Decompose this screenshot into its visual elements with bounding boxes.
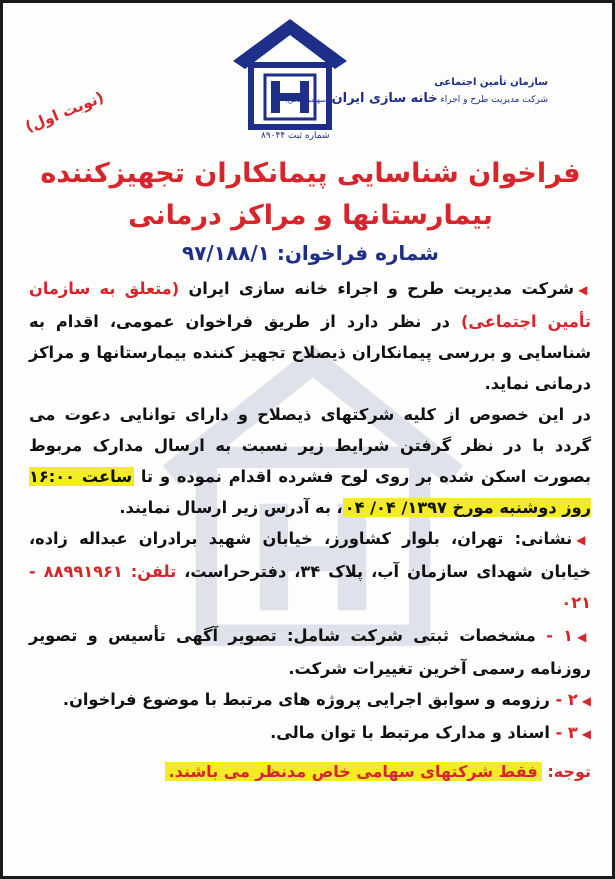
phone-number: ۸۸۹۹۱۹۶۱ - ۰۲۱ — [29, 562, 591, 612]
list-item — [29, 717, 591, 750]
list-item-text: اسناد و مدارک مرتبط با توان مالی. — [270, 723, 550, 742]
org-company-prefix: شرکت مدیریت طرح و اجراء — [440, 95, 548, 105]
organization-name — [285, 77, 548, 106]
list-item-number: ۱ - — [546, 626, 574, 645]
list-item-text: مشخصات ثبتی شرکت شامل: تصویر آگهی تأسیس و تصویر روزنامه رسمی آخرین تغییرات شرکت. — [29, 626, 591, 678]
call-number: شماره فراخوان: ۹۷/۱۸۸/۱ — [182, 241, 439, 265]
org-company-name — [285, 91, 548, 106]
intro-paragraph — [29, 273, 591, 399]
affiliation-text: (متعلق به سازمان تأمین اجتماعی) — [29, 279, 591, 331]
note-text: فقط شرکتهای سهامی خاص مدنظر می باشند. — [165, 762, 542, 781]
address-paragraph — [29, 523, 591, 618]
intro-text-2: در نظر دارد از طریق فراخوان عمومی، اقدام به شناسایی و بررسی پیمانکاران ذیصلاح تجهیز کننده بیمارستانها و مراکز درمانی نماید. — [29, 312, 591, 393]
list-item — [29, 684, 591, 717]
address-text: نشانی: تهران، بلوار کشاورز، خیابان شهید برادران عبداله زاده، خیابان شهدای سازمان آب، پلاک ۳۴، دفترحراست، — [29, 529, 592, 581]
header — [3, 3, 612, 153]
requirements-list — [29, 620, 591, 750]
page-title — [23, 153, 598, 237]
title-line-1: فراخوان شناسایی پیمانکاران تجهیزکننده — [40, 158, 581, 189]
arrow-bullet-icon: ◀ — [581, 694, 591, 708]
invitation-text-2: ، به آدرس زیر ارسال نمایند. — [119, 498, 343, 517]
list-item-number: ۲ - — [555, 690, 578, 709]
house-logo-icon — [225, 13, 355, 133]
org-parent-name: سازمان تأمین اجتماعی — [434, 77, 548, 88]
list-item-text: رزومه و سوابق اجرایی پروژه های مرتبط با موضوع فراخوان. — [62, 690, 550, 709]
list-item — [29, 620, 591, 684]
intro-text-1: شرکت مدیریت طرح و اجراء خانه سازی ایران — [179, 279, 575, 298]
invitation-paragraph — [29, 399, 591, 523]
arrow-bullet-icon: ◀ — [581, 727, 591, 741]
announcement-body — [29, 273, 591, 787]
org-company-main: خانه سازی ایران — [331, 91, 438, 106]
arrow-bullet-icon: ◀ — [578, 283, 591, 297]
title-line-2: بیمارستانها و مراکز درمانی — [128, 200, 493, 231]
arrow-bullet-icon: ◀ — [577, 630, 592, 644]
list-item-number: ۳ - — [555, 723, 578, 742]
round-label: (نوبت اول) — [22, 88, 107, 136]
registration-number: شماره ثبت ۸۹۰۴۴ — [261, 131, 330, 141]
deadline-highlight: ساعت ۱۶:۰۰ روز دوشنبه مورخ ۱۳۹۷/ ۰۴/ ۰۴ — [29, 467, 591, 517]
note — [29, 756, 591, 787]
org-company-type: (سهامی خاص) — [285, 96, 329, 104]
phone-label: تلفن: — [130, 562, 177, 581]
invitation-text-1: در این خصوص از کلیه شرکتهای ذیصلاح و دارای توانایی دعوت می گردد با در نظر گرفتن شرایط زیر نسبت به ارسال مدارک مربوط بصورت اسکن شده بر روی لوح فشرده اقدام نموده و تا — [29, 405, 591, 486]
arrow-bullet-icon: ◀ — [576, 533, 591, 547]
note-label: توجه: — [547, 762, 591, 781]
